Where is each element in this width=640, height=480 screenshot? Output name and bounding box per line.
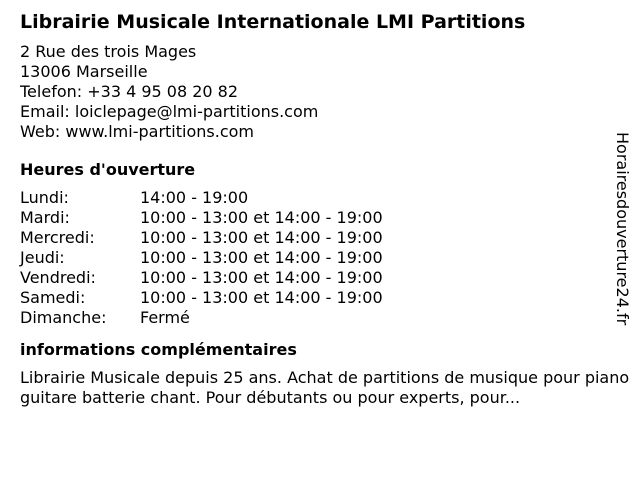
opening-hours-table bbox=[20, 188, 610, 328]
time-value: 10:00 - 13:00 et 14:00 - 19:00 bbox=[140, 208, 383, 227]
address-block bbox=[20, 42, 610, 142]
day-label: Dimanche: bbox=[20, 308, 107, 327]
email-address: Email: loiclepage@lmi-partitions.com bbox=[20, 102, 319, 121]
day-label: Mercredi: bbox=[20, 228, 95, 247]
hours-row-dimanche bbox=[20, 308, 610, 328]
opening-hours-heading: Heures d'ouverture bbox=[20, 160, 196, 179]
hours-row-jeudi bbox=[20, 248, 610, 268]
day-label: Vendredi: bbox=[20, 268, 96, 287]
hours-row-mercredi bbox=[20, 228, 610, 248]
site-watermark: Horairesdouverture24.fr bbox=[613, 132, 632, 326]
website: Web: www.lmi-partitions.com bbox=[20, 122, 254, 141]
time-value: Fermé bbox=[140, 308, 190, 327]
business-name: Librairie Musicale Internationale LMI Partitions bbox=[20, 11, 526, 33]
info-heading: informations complémentaires bbox=[20, 340, 297, 359]
time-value: 10:00 - 13:00 et 14:00 - 19:00 bbox=[140, 268, 383, 287]
day-label: Lundi: bbox=[20, 188, 69, 207]
info-description: Librairie Musicale depuis 25 ans. Achat de partitions de musique pour piano guitare batterie chant. Pour débutants ou pour experts, pour... bbox=[20, 368, 630, 407]
hours-row-mardi bbox=[20, 208, 610, 228]
time-value: 10:00 - 13:00 et 14:00 - 19:00 bbox=[140, 248, 383, 267]
phone-number: Telefon: +33 4 95 08 20 82 bbox=[20, 82, 239, 101]
time-value: 10:00 - 13:00 et 14:00 - 19:00 bbox=[140, 288, 383, 307]
day-label: Jeudi: bbox=[20, 248, 65, 267]
hours-row-vendredi bbox=[20, 268, 610, 288]
day-label: Mardi: bbox=[20, 208, 70, 227]
time-value: 10:00 - 13:00 et 14:00 - 19:00 bbox=[140, 228, 383, 247]
hours-row-lundi bbox=[20, 188, 610, 208]
street-address: 2 Rue des trois Mages bbox=[20, 42, 197, 61]
postal-city: 13006 Marseille bbox=[20, 62, 148, 81]
time-value: 14:00 - 19:00 bbox=[140, 188, 249, 207]
hours-row-samedi bbox=[20, 288, 610, 308]
day-label: Samedi: bbox=[20, 288, 86, 307]
